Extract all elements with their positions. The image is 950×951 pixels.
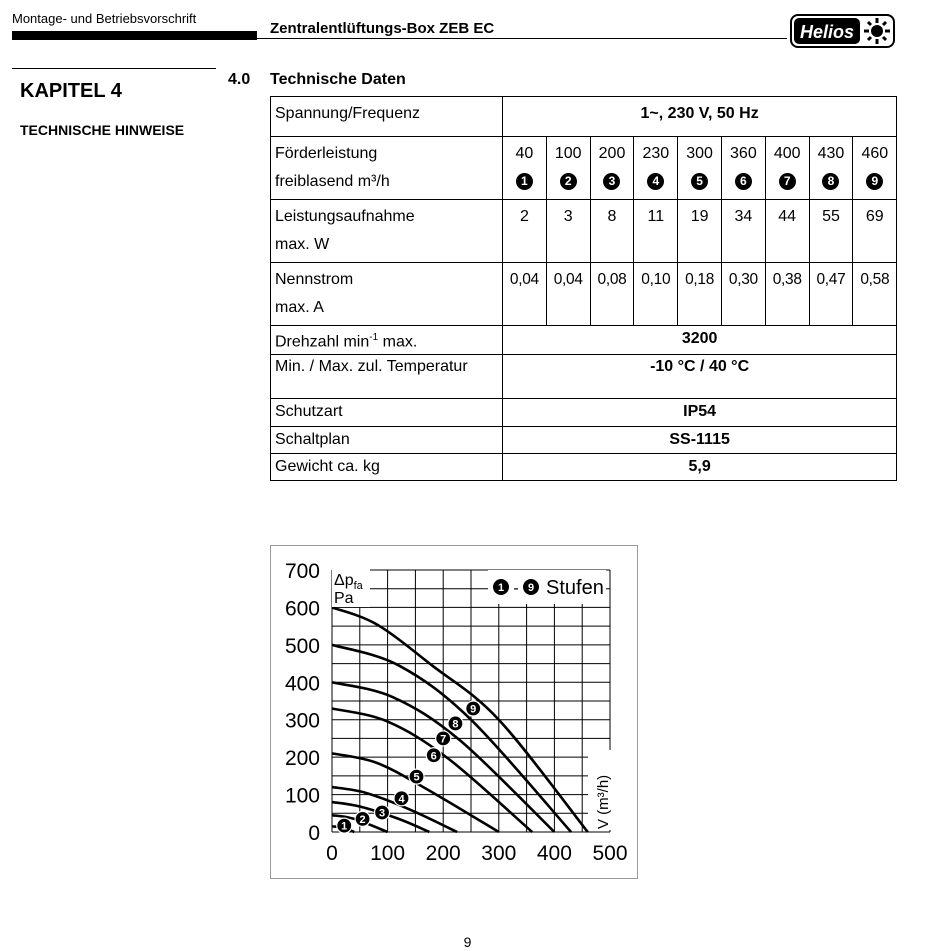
stage-marker-label: 7	[440, 733, 447, 746]
header-bar	[12, 31, 257, 40]
speed-row	[271, 326, 897, 355]
y-tick-label: 500	[284, 634, 320, 658]
airflow-cell	[765, 137, 809, 200]
voltage-row	[271, 97, 897, 137]
power-label-line1: Leistungsaufnahme	[275, 208, 415, 225]
airflow-cell	[678, 137, 722, 200]
stage-marker: 1	[516, 173, 533, 190]
airflow-value: 40	[515, 145, 534, 162]
legend	[488, 570, 606, 604]
airflow-value: 460	[861, 145, 889, 162]
section-number: 4.0	[228, 71, 251, 88]
power-label-line2: max. W	[275, 236, 330, 253]
stage-marker-2	[355, 811, 370, 826]
airflow-cell	[634, 137, 678, 200]
airflow-value: 230	[642, 145, 670, 162]
current-value: 0,30	[721, 263, 765, 326]
airflow-cell	[503, 137, 547, 200]
current-value: 0,58	[853, 263, 897, 326]
current-value: 0,10	[634, 263, 678, 326]
svg-text:Δpfa: $\Delta p_{fa}$	[334, 572, 363, 592]
stage-marker: 7	[779, 173, 796, 190]
technical-data-table	[270, 96, 897, 481]
airflow-cell	[590, 137, 634, 200]
stage-marker: 9	[866, 173, 883, 190]
x-tick-label: 100	[370, 842, 406, 865]
current-row	[271, 263, 897, 326]
airflow-value: 360	[730, 145, 757, 162]
power-value: 19	[678, 200, 722, 263]
airflow-value: 300	[686, 145, 713, 162]
svg-text:Pa: Pa	[334, 590, 354, 607]
weight-label: Gewicht ca. kg	[271, 454, 503, 481]
stage-marker-6	[426, 748, 441, 763]
stage-marker-4	[394, 791, 409, 806]
wiring-value: SS-1115	[503, 427, 897, 454]
x-tick-label: 300	[481, 842, 517, 865]
stage-marker: 5	[691, 173, 708, 190]
stage-marker-label: 1	[341, 820, 348, 833]
y-tick-label: 700	[284, 560, 320, 583]
y-tick-label: 400	[284, 672, 320, 696]
fan-curve-svg	[270, 545, 638, 879]
power-value: 3	[546, 200, 590, 263]
current-label-line1: Nennstrom	[275, 271, 354, 288]
current-value: 0,04	[546, 263, 590, 326]
stage-marker: 6	[735, 173, 752, 190]
stage-marker-8	[448, 716, 463, 731]
speed-label: Drehzahl $\min^{-1} \max$.	[271, 326, 503, 355]
y-tick-label: 200	[284, 747, 320, 771]
power-value: 34	[721, 200, 765, 263]
power-value: 69	[853, 200, 897, 263]
airflow-cell	[721, 137, 765, 200]
stage-marker: 4	[647, 173, 664, 190]
chapter-title: KAPITEL 4	[20, 80, 122, 102]
current-value: 0,08	[590, 263, 634, 326]
logo-text: Helios	[799, 22, 855, 42]
stage-marker: 8	[822, 173, 839, 190]
stage-marker-3	[375, 805, 390, 820]
temperature-row	[271, 355, 897, 399]
stage-marker: 3	[603, 173, 620, 190]
stage-marker-5	[409, 769, 424, 784]
airflow-value: 430	[817, 145, 845, 162]
current-value: 0,04	[503, 263, 547, 326]
svg-text:9: 9	[527, 582, 535, 594]
voltage-label: Spannung/Frequenz	[271, 97, 503, 137]
current-value: 0,38	[765, 263, 809, 326]
stage-marker-label: 2	[359, 813, 366, 826]
power-value: 11	[634, 200, 678, 263]
wiring-label: Schaltplan	[271, 427, 503, 454]
airflow-cell	[546, 137, 590, 200]
power-value: 2	[503, 200, 547, 263]
airflow-cell	[809, 137, 853, 200]
fan-curve-chart	[270, 545, 638, 879]
airflow-label-line1: Förderleistung	[275, 145, 378, 162]
stage-marker-label: 5	[413, 771, 420, 784]
current-value: 0,47	[809, 263, 853, 326]
airflow-row	[271, 137, 897, 200]
page-number: 9	[463, 934, 472, 950]
svg-text:V (m³/h): V (m³/h)	[595, 774, 612, 829]
y-tick-label: 0	[308, 822, 320, 845]
stage-marker-7	[436, 731, 451, 746]
svg-text:-: -	[513, 580, 519, 597]
temperature-label: Min. / Max. zul. Temperatur	[271, 355, 503, 399]
document-title: Zentralentlüftungs-Box ZEB EC	[270, 20, 495, 37]
speed-value: 3200	[503, 326, 897, 355]
x-tick-label: 400	[536, 842, 572, 865]
current-label	[271, 263, 503, 326]
stage-marker-label: 6	[430, 750, 437, 763]
airflow-cell	[853, 137, 897, 200]
wiring-row	[271, 427, 897, 454]
document-type-label: Montage- und Betriebsvorschrift	[12, 11, 197, 26]
protection-row	[271, 399, 897, 427]
power-value: 55	[809, 200, 853, 263]
stage-marker-label: 3	[378, 807, 386, 820]
x-tick-label: 500	[592, 842, 628, 865]
airflow-label	[271, 137, 503, 200]
power-label	[271, 200, 503, 263]
x-tick-label: 200	[425, 842, 461, 865]
legend-text: Stufen	[546, 577, 604, 599]
airflow-value: 200	[598, 145, 626, 162]
temperature-value: -10 °C / 40 °C	[503, 355, 897, 399]
section-title: Technische Daten	[270, 71, 406, 88]
y-tick-label: 600	[284, 597, 320, 621]
airflow-label-line2: freiblasend m³/h	[275, 173, 390, 190]
power-row	[271, 200, 897, 263]
stage-marker: 2	[560, 173, 577, 190]
stage-marker-1	[337, 818, 352, 833]
protection-label: Schutzart	[271, 399, 503, 427]
chapter-rule	[12, 68, 216, 69]
weight-value: 5,9	[503, 454, 897, 481]
airflow-value: 100	[554, 145, 582, 162]
chapter-subtitle: TECHNISCHE HINWEISE	[20, 122, 185, 138]
current-label-line2: max. A	[275, 299, 324, 316]
x-tick-label: 0	[326, 842, 338, 865]
power-value: 44	[765, 200, 809, 263]
current-value: 0,18	[678, 263, 722, 326]
power-value: 8	[590, 200, 634, 263]
svg-text:1: 1	[497, 582, 505, 594]
voltage-value: 1~, 230 V, 50 Hz	[503, 97, 897, 137]
header-rule	[257, 38, 787, 39]
helios-logo	[790, 13, 895, 49]
y-axis-label	[332, 567, 370, 607]
y-tick-label: 300	[284, 709, 320, 733]
x-axis-label	[588, 750, 614, 830]
airflow-value: 400	[773, 145, 801, 162]
stage-marker-label: 8	[452, 718, 459, 731]
stage-marker-label: 4	[398, 793, 405, 806]
y-tick-label: 100	[284, 784, 320, 808]
stage-marker-label: 9	[470, 703, 477, 716]
stage-marker-9	[466, 701, 481, 716]
protection-value: IP54	[503, 399, 897, 427]
weight-row	[271, 454, 897, 481]
